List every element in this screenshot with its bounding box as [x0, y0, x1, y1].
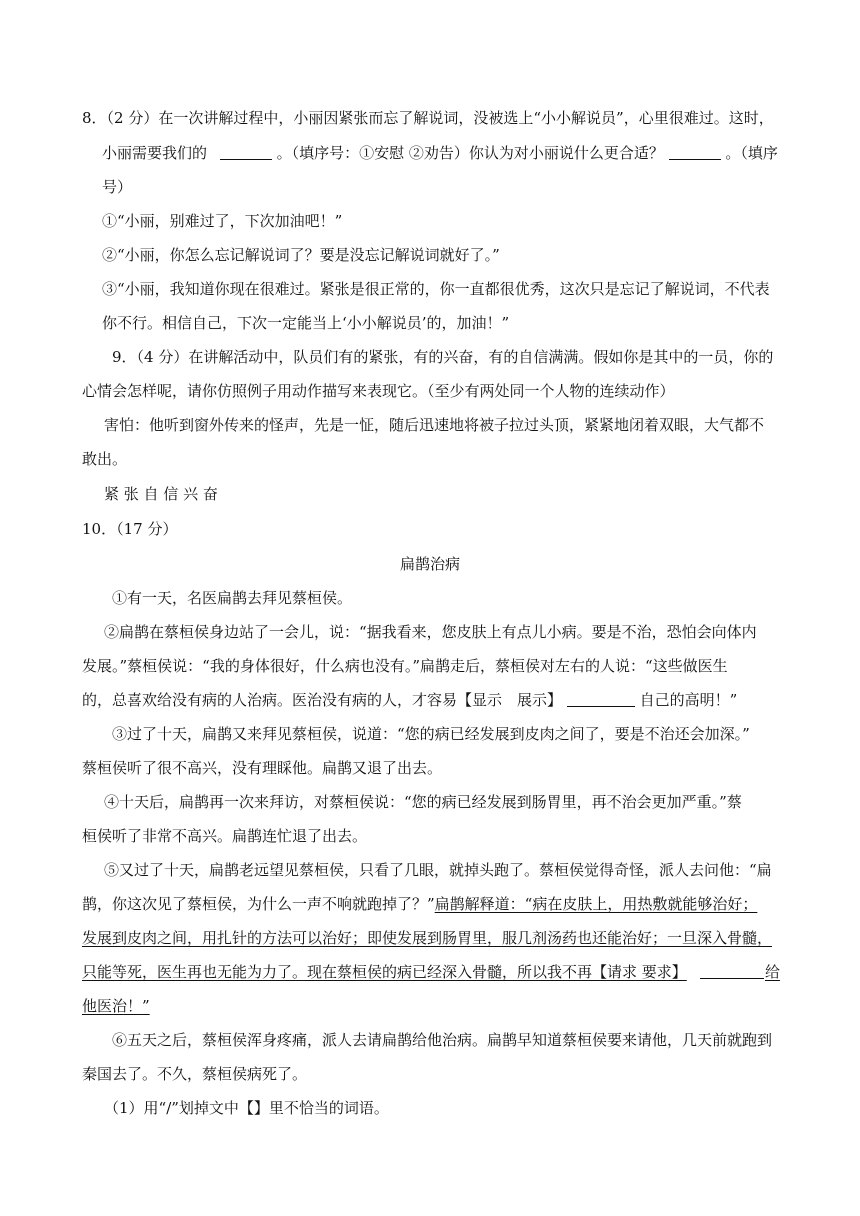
underlined-explanation-line3: 只能等死，医生再也无能为力了。现在蔡桓侯的病已经深入骨髓，所以我不再【请求 要求】: [82, 963, 687, 981]
q9-example-line2: 敢出。: [82, 450, 128, 468]
q10-heading: 10．（17 分）: [82, 520, 178, 538]
q8-text-b: 。（填序号：①安慰 ②劝告）你认为对小丽说什么更合适？: [276, 144, 664, 162]
q8-option-3-line2: 你不行。相信自己，下次一定能当上‘小小解说员’的，加油！”: [102, 314, 510, 332]
passage-paragraph-5-line1: ⑤又过了十天，扁鹊老远望见蔡桓侯，只看了几眼，就掉头跑了。蔡桓侯觉得奇怪，派人去问他：“扁: [104, 861, 772, 879]
passage-paragraph-1: ①有一天，名医扁鹊去拜见蔡桓侯。: [112, 589, 353, 607]
paragraph-5-text: 鹊，你这次见了蔡桓侯，为什么一声不响就跑掉了？”: [82, 895, 435, 913]
underlined-explanation-line2: 发展到皮肉之间，用扎针的方法可以治好；即使发展到肠胃里，服几剂汤药也还能治好；一旦深入骨髓，: [82, 929, 773, 947]
passage-paragraph-6-line1: ⑥五天之后，蔡桓侯浑身疼痛，派人去请扁鹊给他治病。扁鹊早知道蔡桓侯要来请他，几天前就跑到: [112, 1031, 773, 1049]
passage-paragraph-6-line2: 秦国去了。不久，蔡桓侯病死了。: [82, 1065, 308, 1083]
q8-stem-line2: [102, 142, 778, 164]
q8-answer-blank-2[interactable]: [669, 143, 721, 160]
passage-paragraph-5-line4: [82, 961, 780, 983]
q8-stem-line3: 号）: [102, 178, 133, 196]
q10-sub-question-1: （1）用“/”划掉文中【】里不恰当的词语。: [104, 1099, 389, 1117]
q9-emotion-list: 紧 张 自 信 兴 奋: [104, 485, 218, 503]
underlined-explanation-start: 扁鹊解释道：“病在皮肤上，用热敷就能够治好；: [434, 895, 758, 913]
q9-stem-line1: 9．（4 分）在讲解活动中，队员们有的紧张，有的兴奋，有的自信满满。假如你是其中的一员，你的: [112, 348, 774, 366]
passage-paragraph-3-line1: ③过了十天，扁鹊又来拜见蔡桓侯，说道：“您的病已经发展到皮肉之间了，要是不治还会加深。”: [112, 725, 750, 743]
q8-option-2: ②“小丽，你怎么忘记解说词了？要是没忘记解说词就好了。”: [102, 246, 500, 264]
q8-answer-blank-1[interactable]: [220, 143, 272, 160]
passage-paragraph-2-line2: 发展。”蔡桓侯说：“我的身体很好，什么病也没有。”扁鹊走后，蔡桓侯对左右的人说：“这些做医生: [82, 657, 728, 675]
passage-paragraph-4-line1: ④十天后，扁鹊再一次来拜访，对蔡桓侯说：“您的病已经发展到肠胃里，再不治会更加严重。”蔡: [104, 793, 742, 811]
q8-option-1: ①“小丽，别难过了，下次加油吧！”: [102, 212, 343, 230]
paragraph-2-tail: 自己的高明！”: [639, 691, 738, 709]
underlined-explanation-line4: 他医治！”: [82, 997, 150, 1015]
passage-paragraph-3-line2: 蔡桓侯听了很不高兴，没有理睬他。扁鹊又退了出去。: [82, 759, 443, 777]
underlined-explanation-end-char: 给: [764, 963, 780, 981]
q8-text-c: 。（填序: [725, 144, 778, 162]
word-choice-blank-2[interactable]: [700, 962, 764, 979]
word-choice-blank-1[interactable]: [567, 690, 635, 707]
passage-title: 扁鹊治病: [399, 555, 460, 573]
q8-stem-line1: 8．（2 分）在一次讲解过程中，小丽因紧张而忘了解说词，没被选上“小小解说员”，心里很难过。这时，: [82, 109, 774, 127]
passage-paragraph-4-line2: 桓侯听了非常不高兴。扁鹊连忙退了出去。: [82, 827, 368, 845]
passage-paragraph-2-line3: [82, 689, 737, 711]
paragraph-2-text: 的，总喜欢给没有病的人治病。医治没有病的人，才容易【显示 展示】: [82, 691, 563, 709]
passage-paragraph-5-line2: [82, 893, 757, 915]
q9-example-line1: 害怕：他听到窗外传来的怪声，先是一怔，随后迅速地将被子拉过头顶，紧紧地闭着双眼，大气都不: [104, 416, 765, 434]
q8-text-a: 小丽需要我们的: [102, 144, 208, 162]
q9-stem-line2: 心情会怎样呢，请你仿照例子用动作描写来表现它。（至少有两处同一个人物的连续动作）: [82, 382, 675, 400]
passage-paragraph-2-line1: ②扁鹊在蔡桓侯身边站了一会儿，说：“据我看来，您皮肤上有点儿小病。要是不治，恐怕会向体内: [104, 623, 757, 641]
q8-option-3-line1: ③“小丽，我知道你现在很难过。紧张是很正常的，你一直都很优秀，这次只是忘记了解说词，不代表: [102, 280, 770, 298]
